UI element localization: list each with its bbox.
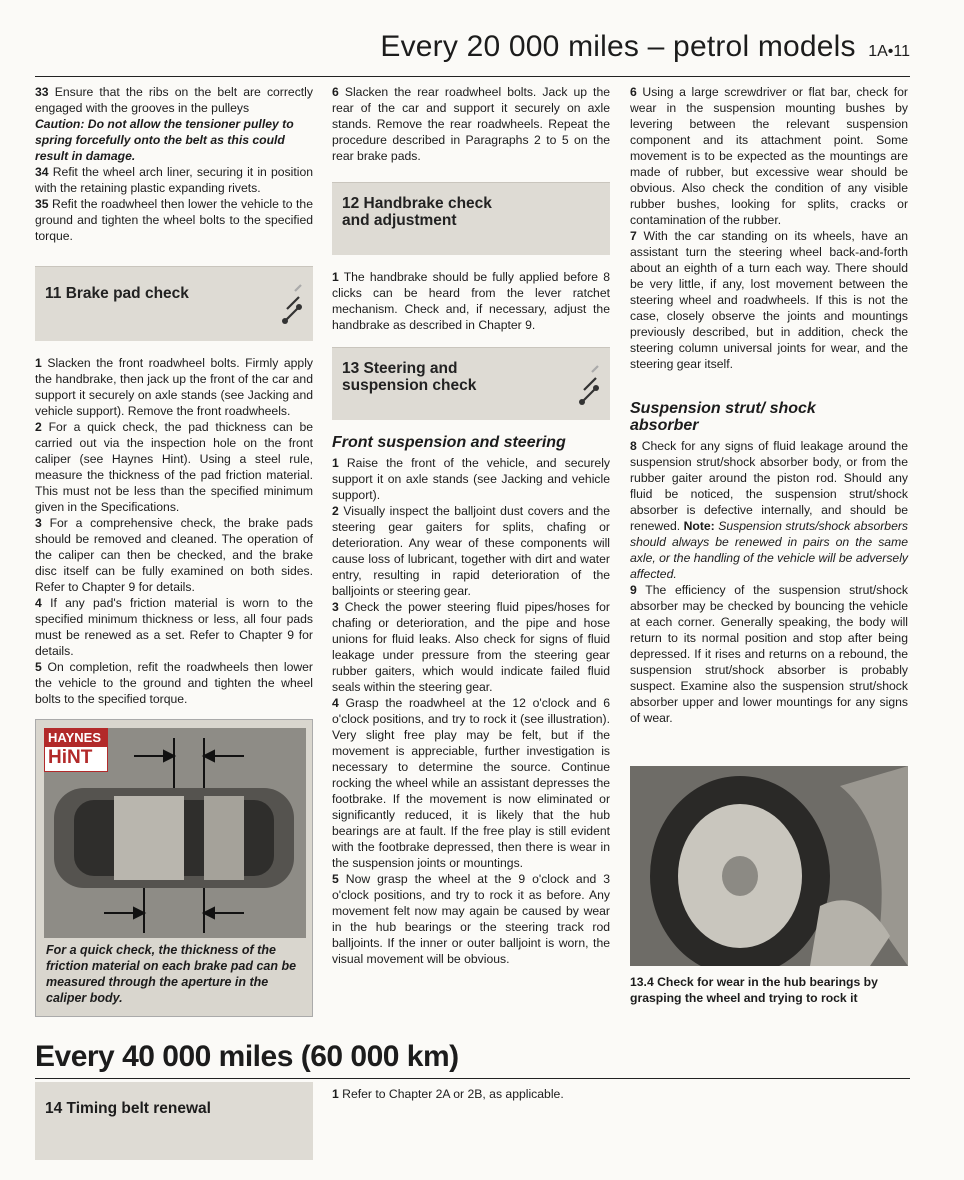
section-12-box <box>332 182 610 255</box>
paragraph-11-6: 6 Slacken the rear roadwheel bolts. Jack up the rear of the car and support it securely on axle stands. Remove the rear roadwheels. Repeat the procedure described in Paragraphs 2 to 5 on the rear brake pads. <box>332 85 610 163</box>
paragraph-13-4: 4 Grasp the roadwheel at the 12 o'clock and 6 o'clock positions, and try to rock it (see illustration). Very slight free play may be felt, but if the movement is appreciable, further investigation is necessary to determine the source. Continue rocking the wheel while an assistant depresses the footbrake. If the movement is now eliminated or significantly reduced, it is likely that the hub bearings are at fault. If the free play is still evident with the footbrake depressed, then there is wear in the suspension joints or mountings. <box>332 696 611 870</box>
paragraph-34: 34 Refit the wheel arch liner, securing it in position with the retaining plastic expanding rivets. <box>35 165 313 195</box>
paragraph-11-2: 2 For a quick check, the pad thickness can be carried out via the inspection hole on the front caliper (see Haynes Hint). Using a steel rule, measure the thickness of the pad friction material. This must not be less than the specified minimum given in the Specifications. <box>35 420 314 514</box>
paragraph-13-3: 3 Check the power steering fluid pipes/hoses for chafing or deterioration, and the pipe and hose unions for fluid leaks. Also check for signs of fluid leakage under pressure from the steering gear rubber gaiters, which would indicate failed fluid seals within the steering gear. <box>332 600 610 694</box>
paragraph-11-5: 5 On completion, refit the roadwheels then lower the vehicle to the ground and tighten the wheel bolts to the specified torque. <box>35 660 313 706</box>
paragraph-14-1: 1 Refer to Chapter 2A or 2B, as applicable. <box>332 1087 564 1101</box>
paragraph-13-6: 6 Using a large screwdriver or flat bar, check for wear in the suspension mounting bushes by levering between the relevant suspension component and its attachment point. Some movement is to be expected as the mountings are made of rubber, but excessive wear should be obvious. Also check the condition of any visible rubber bushes, looking for splits, cracks or contamination of the rubber. <box>630 85 908 227</box>
section-13-heading: 13 Steering and suspension check <box>342 360 477 394</box>
page-title: Every 20 000 miles – petrol models <box>380 30 856 63</box>
figure-13-4-caption: 13.4 Check for wear in the hub bearings by grasping the wheel and trying to rock it <box>630 975 878 1005</box>
paragraph-12-1: 1 The handbrake should be fully applied before 8 clicks can be heard from the lever ratchet mechanism. Check and, if necessary, adjust the handbrake as described in Chapter 9. <box>332 270 610 332</box>
page-number: 1A•11 <box>868 43 910 60</box>
section-14-heading: 14 Timing belt renewal <box>45 1100 211 1117</box>
spanner-difficulty-icon <box>279 277 305 327</box>
caution-note: Caution: Do not allow the tensioner pulley to spring forcefully onto the belt as this could result in damage. <box>35 117 294 163</box>
section-12-heading: 12 Handbrake check and adjustment <box>342 195 492 229</box>
paragraph-13-1: 1 Raise the front of the vehicle, and securely support it on axle stands (see Jacking and vehicle support). <box>332 456 610 502</box>
page-header <box>300 30 910 64</box>
front-suspension-subheading: Front suspension and steering <box>332 434 566 451</box>
section-40000-rule <box>35 1078 910 1079</box>
paragraph-13-2: 2 Visually inspect the balljoint dust covers and the steering gear gaiters for splits, chafing or deterioration. Any wear of these components will cause loss of lubricant, together with dirt and water entry, resulting in rapid deterioration of the balljoints or steering gear. <box>332 504 610 598</box>
section-11-box <box>35 266 313 341</box>
hint-caption: For a quick check, the thickness of the friction material on each brake pad can be measured through the aperture in the caliper body. <box>46 943 297 1005</box>
paragraph-13-7: 7 With the car standing on its wheels, have an assistant turn the steering wheel back-and-forth about an eighth of a turn each way. There should be very little, if any, lost movement between the steering wheel and roadwheels. If this is not the case, closely observe the joints and mountings previously described, but in addition, check the steering column universal joints for wear, and the steering gear itself. <box>630 229 909 371</box>
header-rule <box>35 76 910 77</box>
strut-subheading: Suspension strut/ shock absorber <box>630 400 816 434</box>
paragraph-11-1: 1 Slacken the front roadwheel bolts. Firmly apply the handbrake, then jack up the front of the car and support it securely on axle stands (see Jacking and vehicle support). Remove the front roadwheels. <box>35 356 314 418</box>
paragraph-11-4: 4 If any pad's friction material is worn to the specified minimum thickness or less, all four pads must be renewed as a set. Refer to Chapter 9 for details. <box>35 596 313 658</box>
paragraph-33: 33 Ensure that the ribs on the belt are correctly engaged with the grooves in the pulleys <box>35 85 313 115</box>
haynes-logo-text: HAYNES <box>48 730 101 745</box>
haynes-hint-box <box>35 719 313 1017</box>
paragraph-13-9: 9 The efficiency of the suspension strut/shock absorber may be checked by bouncing the vehicle at each corner. Generally speaking, the body will return to its normal position and stop after being depressed. If it rises and returns on a rebound, the suspension strut/shock absorber is probably suspect. Examine also the suspension strut/shock absorber upper and lower mountings for any signs of wear. <box>630 583 908 725</box>
section-14-box <box>35 1082 313 1160</box>
wheel-rock-photo <box>630 766 908 966</box>
section-11-heading: 11 Brake pad check <box>45 285 189 302</box>
paragraph-13-5: 5 Now grasp the wheel at the 9 o'clock and 3 o'clock positions, and try to rock it as before. Any movement felt now may again be caused by wear in the hub bearings or the steering track rod balljoints. If the inner or outer balljoint is worn, the visual movement will be obvious. <box>332 872 611 966</box>
paragraph-13-8: 8 Check for any signs of fluid leakage around the suspension strut/shock absorber body, or from the rubber gaiter around the piston rod. Should any fluid be noticed, the suspension strut/shock absorber is defective internally, and should be renewed. Note: Suspension struts/shock absorbers should always be renewed in pairs on the same axle, or the handling of the vehicle will be adversely affected. <box>630 439 909 581</box>
column-2 <box>332 84 610 967</box>
section-13-box <box>332 347 610 420</box>
paragraph-35: 35 Refit the roadwheel then lower the vehicle to the ground and tighten the wheel bolts to the specified torque. <box>35 197 313 243</box>
paragraph-11-3: 3 For a comprehensive check, the brake pads should be removed and cleaned. The operation of the caliper can then be checked, and the brake disc itself can be fully examined on both sides. Refer to Chapter 9 for details. <box>35 516 313 594</box>
section-40000-heading: Every 40 000 miles (60 000 km) <box>35 1040 459 1073</box>
hint-logo-text: HiNT <box>48 747 93 768</box>
column-3 <box>630 84 908 1006</box>
column-1 <box>35 84 313 1017</box>
spanner-difficulty-icon <box>576 358 602 408</box>
